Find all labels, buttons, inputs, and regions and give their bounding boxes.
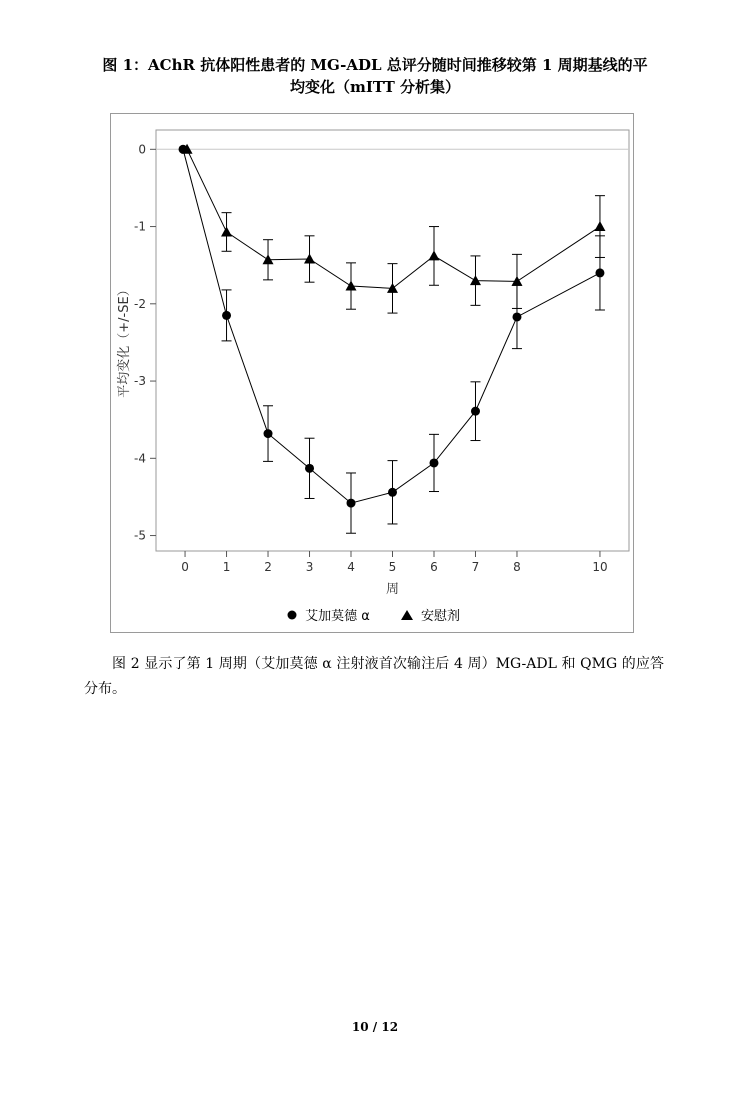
data-point-circle: [388, 488, 397, 497]
data-point-circle: [305, 464, 314, 473]
legend-circle-marker-icon: [286, 609, 298, 621]
y-tick-label: -1: [134, 219, 146, 234]
figure-title-line-2: 均变化（mITT 分析集）: [290, 78, 460, 96]
x-axis-label: 周: [385, 582, 400, 597]
data-point-triangle: [470, 275, 481, 285]
x-tick-label: 8: [513, 560, 521, 574]
x-tick-label: 2: [264, 560, 272, 574]
chart-legend: [111, 605, 635, 624]
x-tick-label: 3: [305, 560, 314, 574]
data-point-triangle: [346, 281, 357, 291]
legend-label-series-2: 安慰剂: [421, 609, 461, 624]
data-point-circle: [347, 499, 356, 508]
y-tick-label: -3: [134, 374, 146, 389]
figure-title: [80, 54, 670, 98]
x-tick-label: 4: [347, 560, 355, 574]
data-point-circle: [264, 429, 273, 438]
series-line: [183, 149, 600, 503]
legend-triangle-marker-icon: [400, 609, 414, 621]
data-point-circle: [595, 268, 604, 277]
series-2: [182, 144, 606, 313]
data-point-circle: [222, 311, 231, 320]
data-point-triangle: [428, 250, 439, 260]
data-point-triangle: [594, 221, 605, 231]
line-chart: [111, 114, 635, 599]
x-tick-label: 5: [388, 560, 397, 574]
data-point-circle: [512, 312, 521, 321]
x-tick-label: 7: [471, 560, 480, 574]
body-paragraph: 图 2 显示了第 1 周期（艾加莫德 α 注射液首次输注后 4 周）MG-ADL 和 QMG 的应答分布。: [84, 656, 664, 697]
y-axis-label: 平均变化（+/-SE）: [117, 283, 132, 398]
page-number: 10 / 12: [351, 1020, 399, 1034]
x-tick-label: 1: [222, 560, 231, 574]
figure-title-line-1: 图 1：AChR 抗体阳性患者的 MG-ADL 总评分随时间推移较第 1 周期基线的平: [102, 56, 648, 74]
data-point-circle: [429, 458, 438, 467]
legend-label-series-1: 艾加莫德 α: [305, 609, 370, 624]
series-line: [187, 149, 600, 288]
x-tick-label: 10: [592, 560, 608, 574]
y-tick-label: -5: [134, 528, 146, 543]
y-tick-label: -2: [134, 296, 146, 311]
data-point-triangle: [221, 226, 232, 236]
y-tick-label: -4: [134, 451, 146, 466]
y-tick-label: 0: [138, 142, 146, 157]
series-1: [179, 145, 605, 533]
data-point-triangle: [304, 254, 315, 264]
figure-frame: [110, 113, 634, 633]
x-tick-label: 6: [430, 560, 438, 574]
data-point-circle: [471, 407, 480, 416]
x-tick-label: 0: [181, 560, 189, 574]
